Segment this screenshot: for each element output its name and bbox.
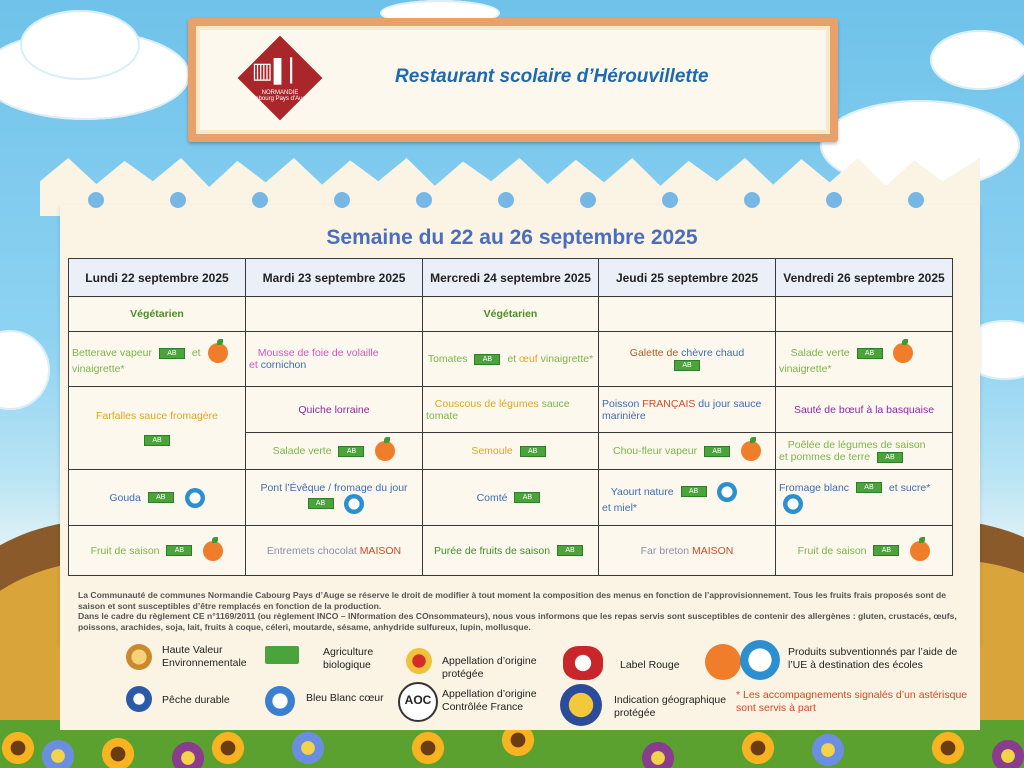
eu-fruit-icon [741,441,761,461]
side-wed [423,433,599,470]
dairy-thu [599,470,776,526]
hve-icon [126,644,152,670]
bio-icon: AB [520,446,546,457]
header-inner [200,30,826,130]
dish-name: et sucre* [888,481,931,494]
dish-connector: et [249,359,258,371]
igp-icon [560,684,602,726]
logo-caption [244,90,316,102]
eu-fruit-icon [203,541,223,561]
dish-name: œuf [519,353,538,365]
bio-icon: AB [674,360,700,371]
cloud-decoration [930,30,1024,90]
dessert-row [69,526,953,576]
dish-name: Poêlée de légumes de saison [787,439,926,451]
bio-icon: AB [338,446,364,457]
bio-icon: AB [857,348,883,359]
dish-name: Farfalles sauce fromagère [96,410,218,422]
binder-ring [88,192,104,208]
binder-ring [744,192,760,208]
bbc-icon [265,686,295,716]
bio-icon: AB [159,348,185,359]
eu-milk-legend-icon [740,640,780,680]
dessert-thu [599,526,776,576]
bio-icon: AB [873,545,899,556]
dish-name: cornichon [260,359,307,371]
binder-ring [416,192,432,208]
bio-icon: AB [166,545,192,556]
dish-name: Fruit de saison [90,544,160,557]
starter-row [69,332,953,387]
main-mon [69,387,246,470]
starter-thu [599,332,776,387]
dish-connector: et [191,346,201,359]
dessert-wed [423,526,599,576]
bio-icon: AB [681,486,707,497]
side-thu [599,433,776,470]
sunflower-decoration [100,736,136,768]
asterisk-note: * Les accompagnements signalés d’un astérisque sont servis à part [736,689,968,714]
eu-milk-icon [185,488,205,508]
bio-legend-icon [265,646,299,664]
main-row [69,387,953,433]
starter-fri [776,332,953,387]
binder-ring [826,192,842,208]
legend-bio: Agriculture biologique [323,646,374,671]
disclaimer-composition: La Communauté de communes Normandie Cabourg Pays d’Auge se réserve le droit de modifier à tout moment la composition des menus en fonction de l’approvisionnement. Tous les fruits frais proposés sont de saison et sont susceptibles d’être remplacés en fonction de la production. [78,590,946,611]
disclaimer [78,590,958,632]
legend-bbc: Bleu Blanc cœur [306,692,384,704]
logo-text: ▥▌▏ [251,58,309,83]
dessert-fri [776,526,953,576]
legend-hve: Haute Valeur Environnementale [162,644,247,669]
main-wed [423,387,599,433]
theme-cell-fri [776,297,953,332]
legend-igp: Indication géographique protégée [614,694,727,719]
main-fri [776,387,953,433]
dish-name: Couscous de légumes [434,397,539,410]
day-header-wed: Mercredi 24 septembre 2025 [423,259,599,297]
flower-decoration [990,738,1024,768]
dairy-fri [776,470,953,526]
bio-icon: AB [144,435,170,446]
bio-icon: AB [308,498,334,509]
binder-ring [170,192,186,208]
sunflower-decoration [410,730,446,766]
eu-fruit-icon [910,541,930,561]
bio-icon: AB [856,482,882,493]
sunflower-decoration [210,730,246,766]
bio-icon: AB [148,492,174,503]
cloud-decoration [0,330,50,410]
dish-name: Salade verte [272,444,332,457]
dish-name: Galette de [629,347,679,359]
day-header-row [69,259,953,297]
day-header-mon: Lundi 22 septembre 2025 [69,259,246,297]
eu-fruit-icon [893,343,913,363]
dish-name: Tomates [427,353,468,365]
sunflower-decoration [0,730,36,766]
dish-name: Chou-fleur vapeur [613,444,698,457]
binder-ring [908,192,924,208]
theme-row [69,297,953,332]
side-fri [776,433,953,470]
dish-name: Comté [476,491,508,504]
eu-fruit-icon [375,441,395,461]
sunflower-decoration [930,730,966,766]
theme-cell-thu [599,297,776,332]
restaurant-title: Restaurant scolaire d’Hérouvillette [395,66,709,87]
theme-cell-tue [246,297,423,332]
legend-peche: Pêche durable [162,694,230,706]
aop-icon [406,648,432,674]
binder-ring [498,192,514,208]
week-title: Semaine du 22 au 26 septembre 2025 [326,226,698,249]
dish-name: Salade verte [790,346,850,359]
starter-mon [69,332,246,387]
bio-icon: AB [704,446,730,457]
starter-wed [423,332,599,387]
dish-name: vinaigrette* [540,353,594,365]
side-tue [246,433,423,470]
dish-name: Betterave vapeur [72,346,152,359]
eu-milk-icon [717,482,737,502]
eu-milk-icon [344,494,364,514]
day-header-tue: Mardi 23 septembre 2025 [246,259,423,297]
binder-ring [662,192,678,208]
dairy-wed [423,470,599,526]
dish-name: Quiche lorraine [298,403,370,416]
dish-name: Semoule [471,445,513,457]
main-tue [246,387,423,433]
starter-tue [246,332,423,387]
eu-fruit-legend-icon [705,644,741,680]
dairy-tue [246,470,423,526]
dish-name: Entremets chocolat [266,544,357,557]
flower-decoration [170,740,206,768]
sunflower-decoration [740,730,776,766]
dish-name: Purée de fruits de saison [433,544,551,557]
eu-milk-icon [783,494,803,514]
dish-name: Yaourt nature [610,485,674,498]
dish-name: vinaigrette* [72,363,125,375]
main-thu [599,387,776,433]
veg-badge-mon: Végétarien [69,297,246,332]
dish-name: tomate [426,409,459,422]
dish-connector: et [507,353,517,365]
homemade-tag: MAISON [691,544,734,557]
dish-name: vinaigrette* [779,363,832,375]
flower-decoration [640,740,676,768]
legend-label-rouge: Label Rouge [620,659,680,671]
dish-name: du jour sauce marinière [602,397,762,422]
label-rouge-icon [563,646,603,680]
binder-ring [580,192,596,208]
legend-aop: Appellation d’origine protégée [442,655,537,680]
bio-icon: AB [514,492,540,503]
day-header-fri: Vendredi 26 septembre 2025 [776,259,953,297]
eu-fruit-icon [208,343,228,363]
bio-icon: AB [877,452,903,463]
dish-name: Pont l’Évêque / fromage du jour [260,481,408,494]
day-header-thu: Jeudi 25 septembre 2025 [599,259,776,297]
dessert-mon [69,526,246,576]
flower-decoration [40,738,76,768]
aoc-icon-label: AOC [404,693,432,707]
dairy-mon [69,470,246,526]
dessert-tue [246,526,423,576]
cloud-decoration [20,10,140,80]
veg-badge-wed: Végétarien [423,297,599,332]
binder-ring [252,192,268,208]
flower-decoration [810,732,846,768]
bio-icon: AB [557,545,583,556]
dish-name: Mousse de foie de volaille [257,347,379,359]
menu-table [68,258,953,576]
dish-name: Sauté de bœuf à la basquaise [793,403,935,416]
logo-name: NORMANDIE [261,90,299,96]
flower-decoration [290,730,326,766]
dish-name: Fruit de saison [797,544,867,557]
dish-name: Gouda [109,491,141,504]
dish-name: et pommes de terre [779,451,871,463]
dish-origin: FRANÇAIS [642,397,696,410]
dish-name: Far breton [640,544,690,557]
dish-name: et miel* [602,501,638,514]
dish-name: Poisson [602,397,640,410]
binder-ring [334,192,350,208]
dish-name: chèvre chaud [681,347,745,359]
legend-ue: Produits subventionnés par l’aide de l’UE à destination des écoles [788,646,958,671]
logo-subtitle: Cabourg Pays d'Auge [250,96,310,102]
dish-name: Fromage blanc [779,481,850,494]
homemade-tag: MAISON [359,544,402,557]
header-board [188,18,838,142]
dairy-row [69,470,953,526]
bio-icon: AB [474,354,500,365]
dish-name: sauce [541,397,570,410]
legend-aoc: Appellation d’origine Contrôlée France [442,688,537,713]
disclaimer-allergens: Dans le cadre du règlement CE n°1169/2011 (ou règlement INCO – INformation des COnsommateurs), nous vous informons que les repas servis sont susceptibles de contenir des allergènes : gluten, crustacés, œufs, poissons, arachides, soja, lait, fruits à coque, céleri, moutarde, sésame, anhydride sulfureux, lupin, mollusque. [78,611,957,632]
peche-icon [126,686,152,712]
